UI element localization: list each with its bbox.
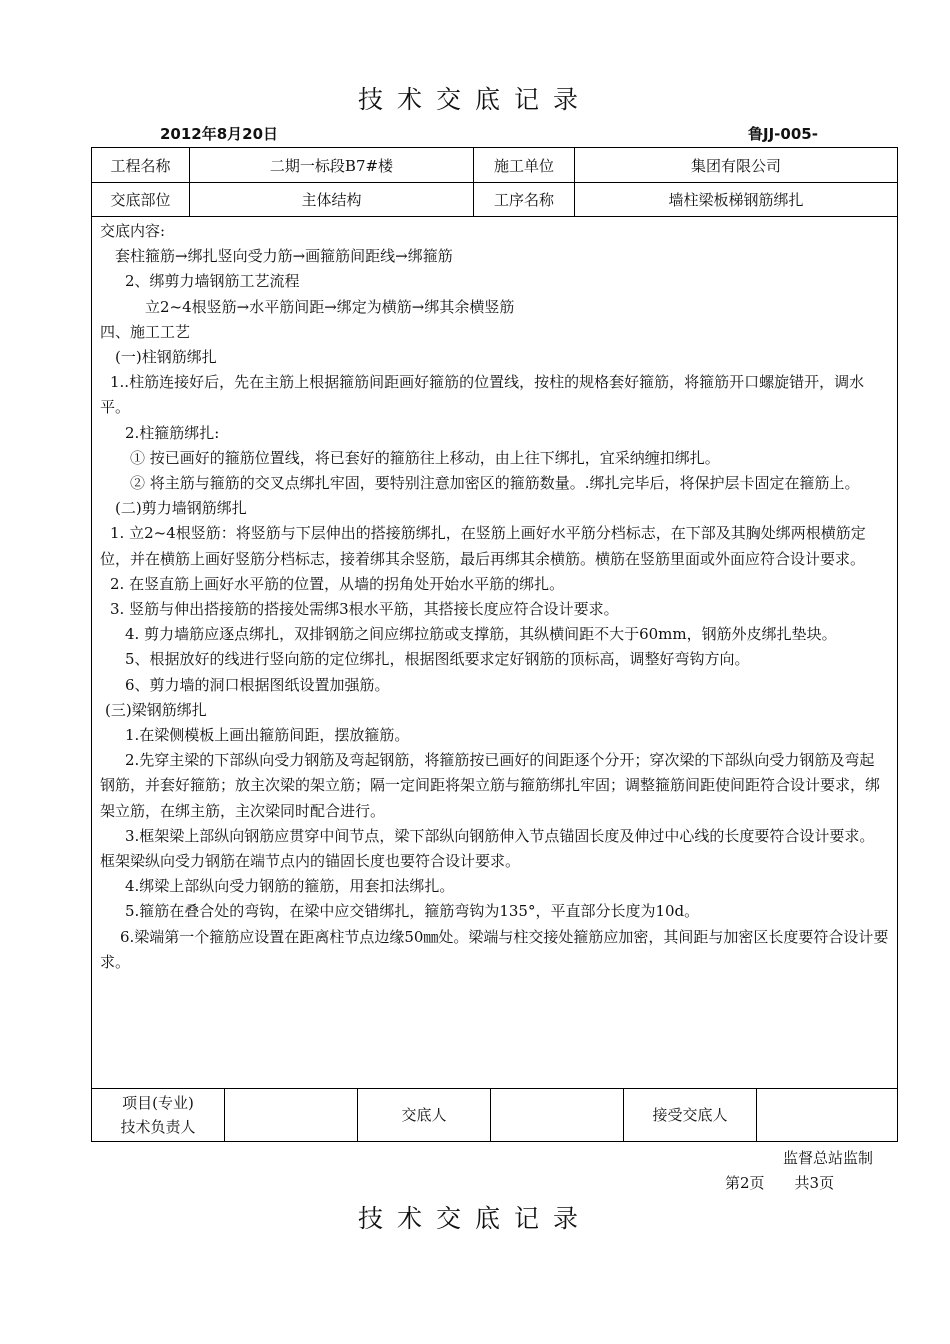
location-row <box>92 183 897 217</box>
content-line: 4.绑梁上部纵向受力钢筋的箍筋，用套扣法绑扎。 <box>125 877 455 896</box>
page-info <box>725 1172 864 1193</box>
recipient-label: 接受交底人 <box>624 1089 757 1141</box>
process-value: 墙柱梁板梯钢筋绑扎 <box>668 191 804 209</box>
location-label: 交底部位 <box>92 183 190 216</box>
technical-lead-label <box>92 1089 225 1141</box>
discloser-signature[interactable] <box>491 1089 624 1141</box>
page-number: 第2页 <box>725 1174 765 1192</box>
document-title: 技术交底记录 <box>357 85 592 114</box>
record-date: 2012年8月20日 <box>160 125 279 143</box>
page-total: 共3页 <box>794 1174 835 1192</box>
technical-lead-label-line1: 项目(专业) <box>122 1094 194 1112</box>
content-paragraph: 4. 剪力墙筋应逐点绑扎，双排钢筋之间应绑拉筋或支撑筋，其纵横间距不大于60mm，钢筋外皮绑扎垫块。 <box>125 625 837 644</box>
process-label: 工序名称 <box>474 183 575 216</box>
content-paragraph: 1..柱筋连接好后，先在主筋上根据箍筋间距画好箍筋的位置线，按柱的规格套好箍筋，将箍筋开口螺旋错开，调水平。 <box>100 373 865 417</box>
discloser-label: 交底人 <box>358 1089 491 1141</box>
content-subheading: (三)梁钢筋绑扎 <box>105 700 207 719</box>
content-paragraph: 3.框架梁上部纵向钢筋应贯穿中间节点，梁下部纵向钢筋伸入节点锚固长度及伸过中心线的长度要符合设计要求。框架梁纵向受力钢筋在端节点内的锚固长度也要符合设计要求。 <box>100 826 875 871</box>
content-line: 5.箍筋在叠合处的弯钩，在梁中应交错绑扎，箍筋弯钩为135°，平直部分长度为10d。 <box>125 902 700 921</box>
content-paragraph: 6.梁端第一个箍筋应设置在距离柱节点边缘50㎜处。梁端与柱交接处箍筋应加密，其间距与加密区长度要符合设计要求。 <box>100 927 889 971</box>
content-line: 2. 在竖直筋上画好水平筋的位置，从墙的拐角处开始水平筋的绑扎。 <box>110 574 565 593</box>
recipient-signature[interactable] <box>757 1089 897 1141</box>
content-section-heading: 四、施工工艺 <box>100 322 191 341</box>
content-subheading: (二)剪力墙钢筋绑扎 <box>115 499 247 518</box>
content-subheading: (一)柱钢筋绑扎 <box>115 348 217 367</box>
content-paragraph: ② 将主筋与箍筋的交叉点绑扎牢固，要特别注意加密区的箍筋数量。.绑扎完毕后，将保护层卡固定在箍筋上。 <box>130 474 860 493</box>
content-line: 2、绑剪力墙钢筋工艺流程 <box>125 272 300 291</box>
content-line: ① 按已画好的箍筋位置线，将已套好的箍筋往上移动，由上往下绑扎，宜采纳缠扣绑扎。 <box>130 448 720 467</box>
contractor-value: 集团有限公司 <box>690 156 781 175</box>
disclosure-content <box>92 217 897 1089</box>
content-line: 立2~4根竖筋→水平筋间距→绑定为横筋→绑其余横竖筋 <box>145 297 515 316</box>
location-value: 主体结构 <box>190 183 474 216</box>
content-line: 套柱箍筋→绑扎竖向受力筋→画箍筋间距线→绑箍筋 <box>115 247 453 266</box>
content-line: 6、剪力墙的洞口根据图纸设置加强筋。 <box>125 675 390 694</box>
signature-row <box>92 1089 897 1141</box>
content-line: 1.在梁侧模板上画出箍筋间距，摆放箍筋。 <box>125 726 410 745</box>
technical-lead-signature[interactable] <box>225 1089 358 1141</box>
content-line: 3. 竖筋与伸出搭接筋的搭接处需绑3根水平筋，其搭接长度应符合设计要求。 <box>110 600 619 619</box>
technical-lead-label-line2: 技术负责人 <box>120 1118 196 1136</box>
record-form <box>91 147 898 1142</box>
contractor-label: 施工单位 <box>474 148 575 182</box>
project-row <box>92 148 897 183</box>
record-code: 鲁JJ-005- <box>748 125 818 143</box>
content-line: 5、根据放好的线进行竖向筋的定位绑扎，根据图纸要求定好钢筋的顶标高，调整好弯钩方向。 <box>125 650 750 669</box>
content-paragraph: 1. 立2~4根竖筋：将竖筋与下层伸出的搭接筋绑扎，在竖筋上画好水平筋分档标志，在下部及其胸处绑两根横筋定位，并在横筋上画好竖筋分档标志，接着绑其余竖筋，最后再绑其余横筋。横筋在竖筋里面或外面应符合设计要求。 <box>100 524 866 568</box>
project-name-label: 工程名称 <box>92 148 190 182</box>
supervisor-note: 监督总站监制 <box>783 1149 874 1167</box>
next-page-title: 技术交底记录 <box>357 1204 592 1233</box>
content-heading: 交底内容: <box>100 222 166 240</box>
content-paragraph: 2.先穿主梁的下部纵向受力钢筋及弯起钢筋，将箍筋按已画好的间距逐个分开；穿次梁的下部纵向受力钢筋及弯起钢筋，并套好箍筋；放主次梁的架立筋；隔一定间距将架立筋与箍筋绑扎牢固；调整箍筋间距使间距符合设计要求，绑架立筋，在绑主筋，主次梁同时配合进行。 <box>100 751 881 820</box>
content-line: 2.柱箍筋绑扎: <box>125 423 220 442</box>
project-name-value: 二期一标段B7#楼 <box>190 148 474 182</box>
